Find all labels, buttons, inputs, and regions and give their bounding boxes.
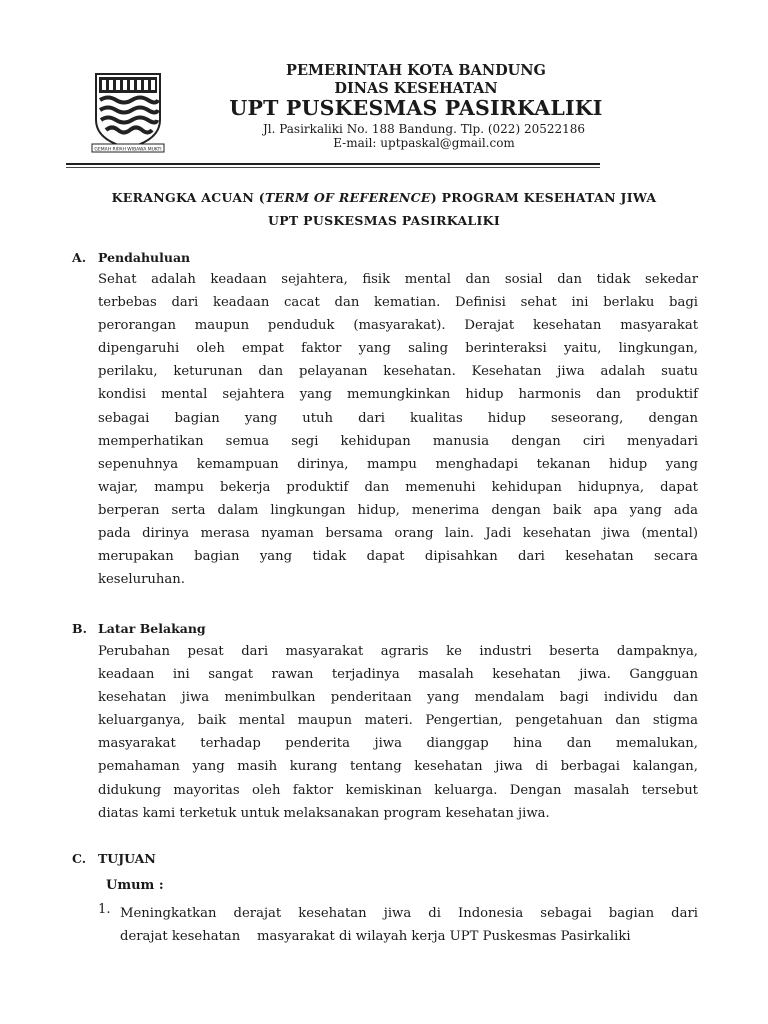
paragraph-line: pemahaman yang masih kurang tentang kesehatan jiwa di berbagai kalangan, [98,759,698,775]
title-prefix: KERANGKA ACUAN ( [111,190,265,205]
paragraph-line: Sehat adalah keadaan sejahtera, fisik mental dan sosial dan tidak sekedar [98,272,698,287]
section-c-letter: C. [72,851,87,866]
paragraph-line: diatas kami terketuk untuk melaksanakan program kesehatan jiwa. [98,805,550,821]
header-address: Jl. Pasirkaliki No. 188 Bandung. Tlp. (022) 20522186 [262,122,586,136]
paragraph-line: perorangan maupun penduduk (masyarakat). Derajat kesehatan masyarakat [98,318,698,334]
header-divider-thin [66,167,600,168]
header-divider-thick [66,163,600,165]
section-a-letter: A. [72,250,87,265]
title-suffix: ) PROGRAM KESEHATAN JIWA [430,190,657,205]
paragraph-line: sebagai bagian yang utuh dari kualitas hidup seseorang, dengan [98,410,698,426]
section-a-paragraph [98,268,698,591]
header-department: DINAS KESEHATAN [334,80,498,97]
paragraph-line: masyarakat terhadap penderita jiwa dianggap hina dan memalukan, [98,736,698,752]
paragraph-line: keseluruhan. [98,572,185,588]
paragraph-line: didukung mayoritas oleh faktor kemiskinan keluarga. Dengan masalah tersebut [98,782,698,798]
paragraph-line: dipengaruhi oleh empat faktor yang saling berinteraksi yaitu, lingkungan, [98,341,698,357]
paragraph-line: sepenuhnya kemampuan dirinya, mampu menghadapi tekanan hidup yang [98,456,698,472]
header-institution: UPT PUSKESMAS PASIRKALIKI [229,96,603,120]
header-email: E-mail: uptpaskal@gmail.com [333,136,515,150]
document-title [0,190,768,205]
logo-motto: GEMAH RIPAH WIBAWA MUKTI [94,147,162,153]
paragraph-line: pada dirinya merasa nyaman bersama orang lain. Jadi kesehatan jiwa (mental) [98,526,698,542]
header-government: PEMERINTAH KOTA BANDUNG [286,62,546,79]
title-italic: TERM OF REFERENCE [264,190,431,205]
section-b-letter: B. [72,621,87,636]
list-item-number: 1. [98,902,111,917]
paragraph-line: terbebas dari keadaan cacat dan kematian. Definisi sehat ini berlaku bagi [98,295,698,311]
section-b-title: Latar Belakang [98,621,206,636]
paragraph-line: berperan serta dalam lingkungan hidup, menerima dengan baik apa yang ada [98,502,698,518]
section-b-paragraph [98,640,698,825]
paragraph-line: keluarganya, baik mental maupun materi. Pengertian, pengetahuan dan stigma [98,713,698,729]
list-item-line: derajat kesehatan masyarakat di wilayah kerja UPT Puskesmas Pasirkaliki [120,929,631,945]
section-a-title: Pendahuluan [98,250,191,265]
paragraph-line: kondisi mental sejahtera yang memungkinkan hidup harmonis dan produktif [98,387,698,403]
paragraph-line: Perubahan pesat dari masyarakat agraris ke industri beserta dampaknya, [98,644,698,659]
paragraph-line: perilaku, keturunan dan pelayanan kesehatan. Kesehatan jiwa adalah suatu [98,364,698,380]
section-c-title: TUJUAN [98,851,156,866]
list-item-line: Meningkatkan derajat kesehatan jiwa di Indonesia sebagai bagian dari [120,906,698,921]
paragraph-line: kesehatan jiwa menimbulkan penderitaan yang mendalam bagi individu dan [98,690,698,706]
section-c-subtitle: Umum : [106,878,164,893]
paragraph-line: keadaan ini sangat rawan terjadinya masalah kesehatan jiwa. Gangguan [98,667,698,683]
paragraph-line: memperhatikan semua segi kehidupan manusia dengan ciri menyadari [98,433,698,449]
list-item-text [120,902,698,949]
paragraph-line: merupakan bagian yang tidak dapat dipisahkan dari kesehatan secara [98,549,698,565]
paragraph-line: wajar, mampu bekerja produktif dan memenuhi kehidupan hidupnya, dapat [98,479,698,495]
document-subtitle: UPT PUSKESMAS PASIRKALIKI [268,213,500,228]
